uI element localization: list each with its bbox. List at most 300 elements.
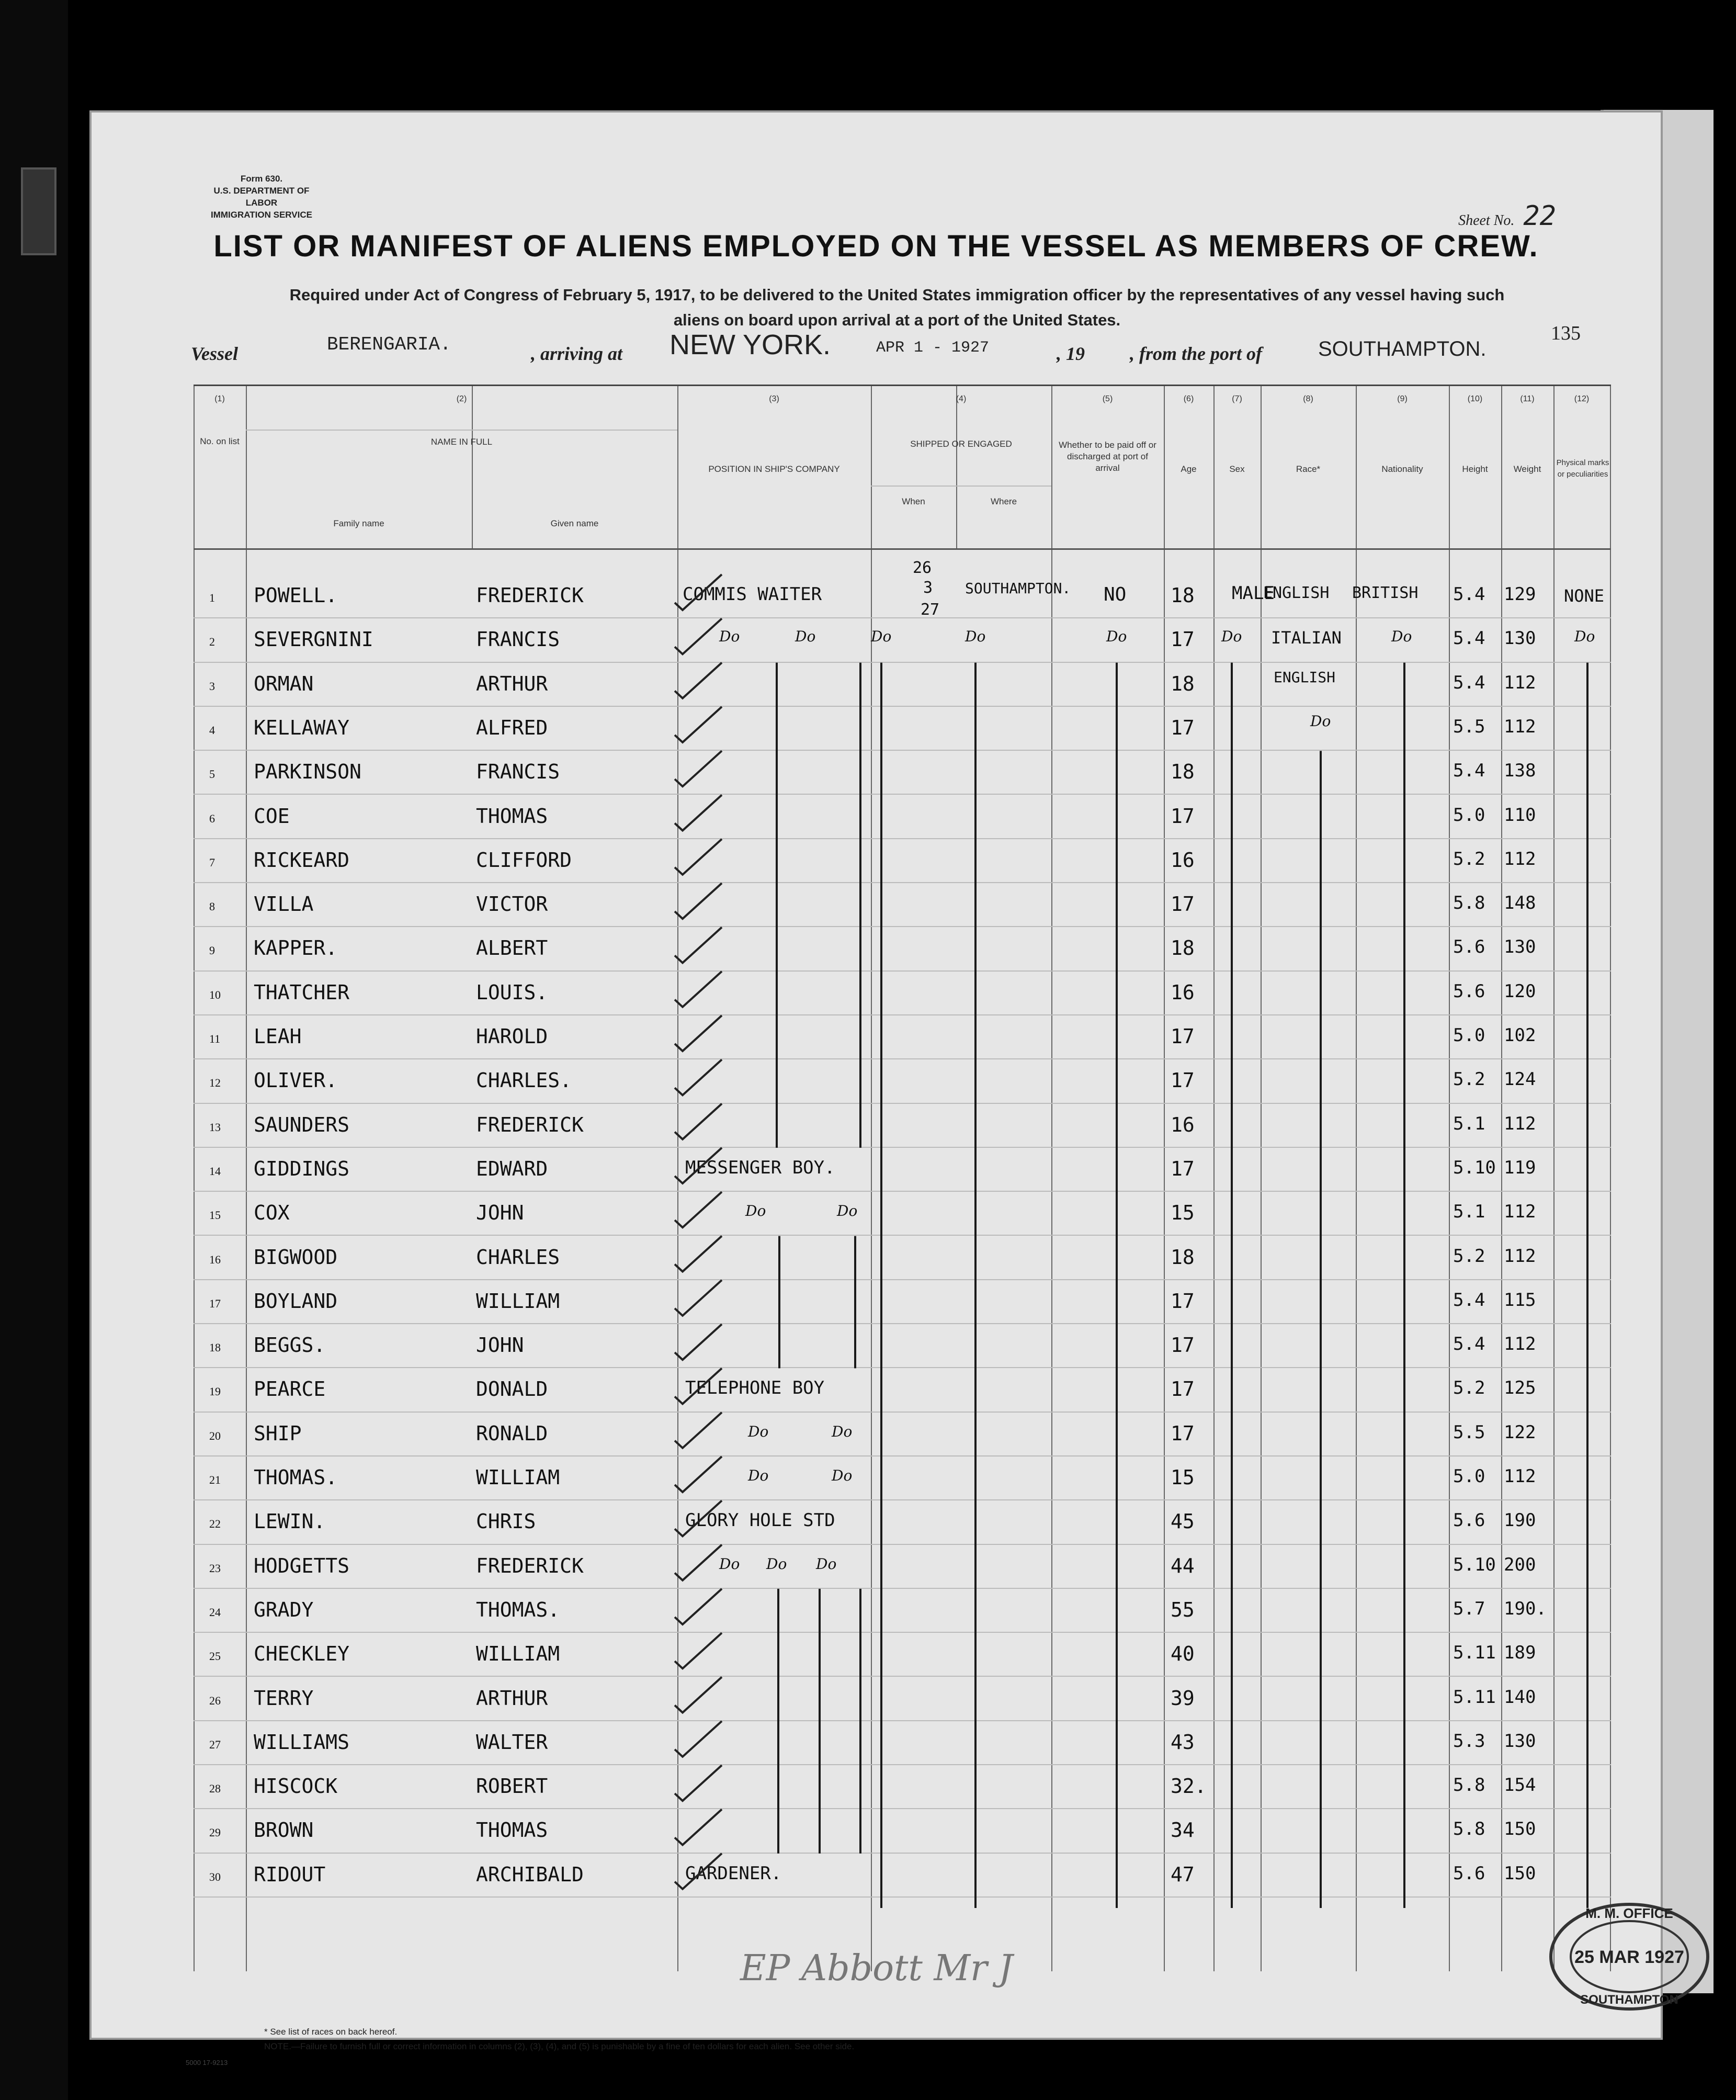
age: 17 bbox=[1171, 1421, 1195, 1445]
col-3-header: POSITION IN SHIP'S COMPANY bbox=[708, 464, 840, 474]
position: GLORY HOLE STD bbox=[685, 1510, 835, 1531]
family-name: PARKINSON bbox=[254, 760, 361, 784]
family-name: WILLIAMS bbox=[254, 1730, 350, 1754]
height: 5.1 bbox=[1453, 1113, 1485, 1134]
row-number: 29 bbox=[209, 1826, 221, 1839]
family-name: BEGGS. bbox=[254, 1334, 326, 1357]
age: 55 bbox=[1171, 1598, 1195, 1621]
age: 18 bbox=[1171, 1245, 1195, 1269]
age: 43 bbox=[1171, 1730, 1195, 1754]
row-number: 19 bbox=[209, 1385, 221, 1398]
row-number: 18 bbox=[209, 1341, 221, 1354]
family-name: TERRY bbox=[254, 1686, 314, 1710]
film-mark bbox=[21, 167, 56, 255]
check-mark bbox=[675, 1809, 722, 1845]
nationality: BRITISH bbox=[1352, 584, 1419, 602]
height: 5.4 bbox=[1453, 628, 1485, 649]
height: 5.6 bbox=[1453, 1510, 1485, 1531]
shipped-month: 3 bbox=[923, 579, 933, 597]
from-label: , from the port of bbox=[1130, 343, 1263, 364]
paid-off: NO bbox=[1104, 584, 1127, 605]
row-number: 11 bbox=[209, 1032, 221, 1045]
weight: 112 bbox=[1504, 1113, 1536, 1134]
height: 5.8 bbox=[1453, 1775, 1485, 1796]
given-name: FRANCIS bbox=[476, 760, 560, 784]
ditto-mark: Do bbox=[1106, 628, 1127, 645]
footnote-races: * See list of races on back hereof. bbox=[264, 2027, 398, 2037]
col-4a-header: When bbox=[902, 496, 925, 506]
given-name: VICTOR bbox=[476, 893, 548, 916]
height: 5.0 bbox=[1453, 1466, 1485, 1487]
sheet-label: Sheet No. bbox=[1458, 212, 1515, 229]
family-name: KELLAWAY bbox=[254, 716, 350, 739]
check-mark bbox=[675, 795, 722, 831]
row-number: 3 bbox=[209, 679, 215, 693]
col-5-number: (5) bbox=[1102, 394, 1113, 403]
check-mark bbox=[675, 1854, 722, 1889]
row-number: 1 bbox=[209, 591, 215, 604]
check-mark bbox=[675, 839, 722, 875]
col-8-number: (8) bbox=[1303, 394, 1313, 403]
check-mark bbox=[675, 1104, 722, 1139]
family-name: LEAH bbox=[254, 1025, 302, 1048]
height: 5.5 bbox=[1453, 1421, 1485, 1443]
handwritten-marks bbox=[194, 386, 1611, 1971]
age: 44 bbox=[1171, 1554, 1195, 1577]
check-mark bbox=[675, 751, 722, 786]
check-mark bbox=[675, 1368, 722, 1404]
height: 5.4 bbox=[1453, 672, 1485, 693]
age: 17 bbox=[1171, 1069, 1195, 1092]
height: 5.2 bbox=[1453, 1245, 1485, 1267]
col-1-header: No. on list bbox=[200, 436, 240, 446]
family-name: RICKEARD bbox=[254, 848, 350, 872]
height: 5.6 bbox=[1453, 980, 1485, 1002]
page-title: LIST OR MANIFEST OF ALIENS EMPLOYED ON THE VESSEL AS MEMBERS OF CREW. bbox=[213, 229, 1539, 263]
height: 5.4 bbox=[1453, 1334, 1485, 1355]
weight: 112 bbox=[1504, 1466, 1536, 1487]
given-name: ALBERT bbox=[476, 936, 548, 960]
shipped-day: 26 bbox=[913, 559, 932, 577]
age: 45 bbox=[1171, 1510, 1195, 1533]
weight: 112 bbox=[1504, 716, 1536, 737]
row-number: 20 bbox=[209, 1429, 221, 1442]
family-name: GIDDINGS bbox=[254, 1157, 350, 1180]
row-number: 2 bbox=[209, 635, 215, 649]
height: 5.2 bbox=[1453, 848, 1485, 870]
row-number: 27 bbox=[209, 1737, 221, 1751]
row-number: 12 bbox=[209, 1076, 221, 1090]
sheet-number bbox=[1458, 200, 1556, 232]
col-5-header: Whether to be paid off or discharged at port of arrival bbox=[1059, 440, 1156, 473]
check-mark bbox=[675, 972, 722, 1007]
row-number: 21 bbox=[209, 1473, 221, 1486]
family-name: OLIVER. bbox=[254, 1069, 338, 1092]
weight: 124 bbox=[1504, 1069, 1536, 1090]
ditto-mark: Do bbox=[965, 628, 986, 645]
stamp-bottom-text: SOUTHAMPTON bbox=[1580, 1993, 1678, 2007]
col-10-number: (10) bbox=[1467, 394, 1483, 403]
given-name: FRANCIS bbox=[476, 628, 560, 651]
height: 5.10 bbox=[1453, 1554, 1496, 1575]
given-name: DONALD bbox=[476, 1378, 548, 1401]
ditto-mark: Do bbox=[832, 1422, 853, 1440]
weight: 150 bbox=[1504, 1862, 1536, 1884]
age: 40 bbox=[1171, 1642, 1195, 1666]
family-name: VILLA bbox=[254, 893, 314, 916]
check-mark bbox=[675, 1280, 722, 1316]
col-2a-header: Family name bbox=[333, 518, 384, 528]
weight: 122 bbox=[1504, 1421, 1536, 1443]
check-mark bbox=[675, 1721, 722, 1757]
family-name: COE bbox=[254, 804, 290, 828]
height: 5.10 bbox=[1453, 1157, 1496, 1178]
weight: 112 bbox=[1504, 672, 1536, 693]
age: 17 bbox=[1171, 1025, 1195, 1048]
row-number: 8 bbox=[209, 900, 215, 913]
weight: 190. bbox=[1504, 1598, 1547, 1619]
family-name: GRADY bbox=[254, 1598, 314, 1621]
family-name: SHIP bbox=[254, 1421, 302, 1445]
row-number: 30 bbox=[209, 1870, 221, 1883]
given-name: CLIFFORD bbox=[476, 848, 572, 872]
check-mark bbox=[675, 707, 722, 742]
footnotes bbox=[264, 2025, 854, 2054]
row-number: 24 bbox=[209, 1605, 221, 1619]
check-mark bbox=[675, 927, 722, 963]
height: 5.11 bbox=[1453, 1642, 1496, 1664]
given-name: WILLIAM bbox=[476, 1289, 560, 1313]
check-mark bbox=[675, 1015, 722, 1051]
row-number: 16 bbox=[209, 1252, 221, 1266]
check-mark bbox=[675, 1457, 722, 1492]
given-name: HAROLD bbox=[476, 1025, 548, 1048]
position: TELEPHONE BOY bbox=[685, 1378, 825, 1399]
age: 17 bbox=[1171, 1334, 1195, 1357]
given-name: THOMAS. bbox=[476, 1598, 560, 1621]
shipped-year: 27 bbox=[921, 601, 940, 619]
weight: 112 bbox=[1504, 848, 1536, 870]
height: 5.4 bbox=[1453, 760, 1485, 782]
check-mark bbox=[675, 1633, 722, 1668]
family-name: BIGWOOD bbox=[254, 1245, 338, 1269]
weight: 119 bbox=[1504, 1157, 1536, 1178]
col-4-number: (4) bbox=[956, 394, 967, 403]
age: 17 bbox=[1171, 1157, 1195, 1180]
given-name: FREDERICK bbox=[476, 1113, 584, 1136]
age: 39 bbox=[1171, 1686, 1195, 1710]
col-3-number: (3) bbox=[769, 394, 779, 403]
age: 16 bbox=[1171, 1113, 1195, 1136]
ditto-mark: Do bbox=[1310, 713, 1331, 730]
ditto-mark: Do bbox=[837, 1202, 858, 1220]
family-name: RIDOUT bbox=[254, 1862, 326, 1886]
row-number: 4 bbox=[209, 723, 215, 737]
height: 5.0 bbox=[1453, 804, 1485, 826]
col-11-number: (11) bbox=[1520, 394, 1535, 403]
age: 47 bbox=[1171, 1862, 1195, 1886]
weight: 130 bbox=[1504, 936, 1536, 958]
family-name: BROWN bbox=[254, 1819, 314, 1842]
given-name: EDWARD bbox=[476, 1157, 548, 1180]
office-stamp bbox=[1546, 1899, 1713, 2014]
manifest-number: 135 bbox=[1551, 322, 1581, 344]
height: 5.1 bbox=[1453, 1201, 1485, 1223]
col-9-header: Nationality bbox=[1381, 464, 1423, 474]
row-number: 7 bbox=[209, 855, 215, 869]
sheet-value: 22 bbox=[1523, 200, 1556, 232]
weight: 130 bbox=[1504, 1730, 1536, 1752]
weight: 150 bbox=[1504, 1819, 1536, 1840]
vessel-name: BERENGARIA. bbox=[327, 334, 451, 355]
from-port: SOUTHAMPTON. bbox=[1318, 337, 1487, 360]
family-name: PEARCE bbox=[254, 1378, 326, 1401]
manifest-sheet bbox=[92, 112, 1684, 2067]
age: 16 bbox=[1171, 848, 1195, 872]
ditto-mark: Do bbox=[748, 1467, 769, 1484]
ditto-mark: Do bbox=[871, 628, 892, 645]
col-11-header: Weight bbox=[1513, 464, 1541, 474]
weight: 129 bbox=[1504, 584, 1536, 605]
given-name: FREDERICK bbox=[476, 1554, 584, 1577]
col-7-header: Sex bbox=[1229, 464, 1245, 474]
vessel-label: Vessel bbox=[191, 343, 238, 364]
given-name: THOMAS bbox=[476, 804, 548, 828]
weight: 112 bbox=[1504, 1334, 1536, 1355]
col-4b-header: Where bbox=[990, 496, 1017, 506]
ditto-mark: Do bbox=[816, 1555, 837, 1573]
given-name: ARTHUR bbox=[476, 672, 548, 695]
age: 18 bbox=[1171, 760, 1195, 784]
check-mark bbox=[675, 1677, 722, 1713]
film-edge bbox=[0, 0, 68, 2100]
given-name: WALTER bbox=[476, 1730, 548, 1754]
height: 5.7 bbox=[1453, 1598, 1485, 1619]
ditto-mark: Do bbox=[1391, 628, 1412, 645]
ditto-mark: Do bbox=[719, 628, 740, 645]
col-4-header: SHIPPED OR ENGAGED bbox=[910, 439, 1012, 449]
race: ENGLISH bbox=[1274, 669, 1336, 686]
given-name: CHARLES bbox=[476, 1245, 560, 1269]
col-2-header: NAME IN FULL bbox=[430, 437, 493, 447]
given-name: RONALD bbox=[476, 1421, 548, 1445]
age: 15 bbox=[1171, 1201, 1195, 1225]
col-9-number: (9) bbox=[1397, 394, 1408, 403]
weight: 138 bbox=[1504, 760, 1536, 782]
family-name: HISCOCK bbox=[254, 1775, 338, 1798]
family-name: HODGETTS bbox=[254, 1554, 350, 1577]
col-2-number: (2) bbox=[456, 394, 467, 403]
ditto-mark: Do bbox=[745, 1202, 766, 1220]
check-mark bbox=[675, 1545, 722, 1580]
weight: 200 bbox=[1504, 1554, 1536, 1575]
col-8-header: Race* bbox=[1296, 464, 1321, 474]
age: 17 bbox=[1171, 716, 1195, 739]
height: 5.4 bbox=[1453, 584, 1485, 605]
col-6-header: Age bbox=[1181, 464, 1197, 474]
check-mark bbox=[675, 1765, 722, 1801]
given-name: ARTHUR bbox=[476, 1686, 548, 1710]
weight: 189 bbox=[1504, 1642, 1536, 1664]
height: 5.4 bbox=[1453, 1289, 1485, 1311]
col-12-header: Physical marks or peculiarities bbox=[1556, 458, 1609, 479]
age: 17 bbox=[1171, 893, 1195, 916]
family-name: BOYLAND bbox=[254, 1289, 338, 1313]
department: U.S. DEPARTMENT OF LABOR bbox=[213, 186, 310, 208]
col-6-number: (6) bbox=[1183, 394, 1194, 403]
family-name: THOMAS. bbox=[254, 1466, 338, 1489]
ditto-mark: Do bbox=[832, 1467, 853, 1484]
weight: 115 bbox=[1504, 1289, 1536, 1311]
row-number: 23 bbox=[209, 1561, 221, 1575]
weight: 112 bbox=[1504, 1245, 1536, 1267]
height: 5.11 bbox=[1453, 1686, 1496, 1708]
arrival-date: APR 1 - 1927 bbox=[876, 339, 990, 357]
family-name: LEWIN. bbox=[254, 1510, 326, 1533]
age: 34 bbox=[1171, 1819, 1195, 1842]
given-name: CHARLES. bbox=[476, 1069, 572, 1092]
weight: 110 bbox=[1504, 804, 1536, 826]
height: 5.6 bbox=[1453, 1862, 1485, 1884]
age: 32. bbox=[1171, 1775, 1207, 1798]
check-mark bbox=[675, 618, 722, 654]
family-name: POWELL. bbox=[254, 584, 338, 607]
footnote-penalty: NOTE.—Failure to furnish full or correct information in columns (2), (3), (4), and (5) is punishable by a fine of ten dollars for each alien. See other side. bbox=[264, 2041, 855, 2051]
given-name: LOUIS. bbox=[476, 980, 548, 1004]
service: IMMIGRATION SERVICE bbox=[211, 210, 312, 220]
weight: 140 bbox=[1504, 1686, 1536, 1708]
age: 17 bbox=[1171, 1289, 1195, 1313]
ditto-mark: Do bbox=[748, 1422, 769, 1440]
physical-marks: NONE bbox=[1564, 586, 1605, 606]
age: 17 bbox=[1171, 628, 1195, 651]
row-number: 26 bbox=[209, 1693, 221, 1707]
check-mark bbox=[675, 883, 722, 919]
row-number: 10 bbox=[209, 988, 221, 1001]
given-name: ROBERT bbox=[476, 1775, 548, 1798]
row-number: 6 bbox=[209, 811, 215, 825]
row-number: 22 bbox=[209, 1517, 221, 1531]
family-name: SAUNDERS bbox=[254, 1113, 350, 1136]
col-10-header: Height bbox=[1462, 464, 1488, 474]
family-name: SEVERGNINI bbox=[254, 628, 373, 651]
age: 18 bbox=[1171, 584, 1195, 607]
race: ITALIAN bbox=[1271, 628, 1342, 648]
weight: 190 bbox=[1504, 1510, 1536, 1531]
age: 18 bbox=[1171, 672, 1195, 695]
check-mark bbox=[675, 1500, 722, 1536]
family-name: ORMAN bbox=[254, 672, 314, 695]
given-name: JOHN bbox=[476, 1334, 524, 1357]
check-mark bbox=[675, 1059, 722, 1095]
col-2b-header: Given name bbox=[550, 518, 599, 528]
weight: 120 bbox=[1504, 980, 1536, 1002]
row-number: 15 bbox=[209, 1209, 221, 1222]
subtitle-line-2: aliens on board upon arrival at a port of the United States. bbox=[673, 311, 1121, 329]
row-number: 28 bbox=[209, 1782, 221, 1796]
given-name: ALFRED bbox=[476, 716, 548, 739]
position: MESSENGER BOY. bbox=[685, 1157, 835, 1178]
position: COMMIS WAITER bbox=[683, 584, 822, 605]
height: 5.2 bbox=[1453, 1069, 1485, 1090]
print-code: 5000 17-9213 bbox=[186, 2059, 228, 2067]
race: ENGLISH bbox=[1263, 584, 1330, 602]
row-number: 5 bbox=[209, 767, 215, 781]
row-number: 17 bbox=[209, 1296, 221, 1310]
col-1-number: (1) bbox=[214, 394, 225, 403]
family-name: THATCHER bbox=[254, 980, 350, 1004]
col-12-number: (12) bbox=[1574, 394, 1590, 403]
check-mark bbox=[675, 1589, 722, 1624]
form-number: Form 630. bbox=[240, 174, 283, 184]
stamp-date: 25 MAR 1927 bbox=[1574, 1947, 1684, 1967]
check-mark bbox=[675, 574, 722, 610]
family-name: KAPPER. bbox=[254, 936, 338, 960]
height: 5.2 bbox=[1453, 1378, 1485, 1399]
given-name: FREDERICK bbox=[476, 584, 584, 607]
subtitle-line-1: Required under Act of Congress of February 5, 1917, to be delivered to the United States immigration officer by the representatives of any vessel having such bbox=[289, 286, 1505, 304]
weight: 125 bbox=[1504, 1378, 1536, 1399]
col-7-number: (7) bbox=[1232, 394, 1242, 403]
given-name: WILLIAM bbox=[476, 1466, 560, 1489]
row-number: 9 bbox=[209, 944, 215, 957]
ditto-mark: Do bbox=[766, 1555, 787, 1573]
age: 18 bbox=[1171, 936, 1195, 960]
row-number: 13 bbox=[209, 1120, 221, 1134]
row-number: 14 bbox=[209, 1164, 221, 1178]
age: 17 bbox=[1171, 1378, 1195, 1401]
officer-signature: EP Abbott Mr J bbox=[740, 1948, 1013, 1989]
family-name: CHECKLEY bbox=[254, 1642, 350, 1666]
check-mark bbox=[675, 1324, 722, 1360]
check-mark bbox=[675, 1413, 722, 1448]
height: 5.5 bbox=[1453, 716, 1485, 737]
height: 5.8 bbox=[1453, 893, 1485, 914]
height: 5.6 bbox=[1453, 936, 1485, 958]
ditto-mark: Do bbox=[1574, 628, 1595, 645]
check-mark bbox=[675, 1192, 722, 1227]
check-mark bbox=[675, 1236, 722, 1272]
weight: 130 bbox=[1504, 628, 1536, 649]
height: 5.8 bbox=[1453, 1819, 1485, 1840]
weight: 102 bbox=[1504, 1025, 1536, 1046]
stamp-top-text: M. M. OFFICE bbox=[1585, 1905, 1673, 1921]
weight: 148 bbox=[1504, 893, 1536, 914]
shipped-where: SOUTHAMPTON. bbox=[965, 580, 1071, 597]
age: 16 bbox=[1171, 980, 1195, 1004]
sex: MALE bbox=[1232, 583, 1275, 604]
form-identifier bbox=[207, 173, 316, 221]
given-name: THOMAS bbox=[476, 1819, 548, 1842]
age: 15 bbox=[1171, 1466, 1195, 1489]
weight: 154 bbox=[1504, 1775, 1536, 1796]
manifest-table bbox=[194, 385, 1611, 1971]
row-number: 25 bbox=[209, 1650, 221, 1663]
year-label: , 19 bbox=[1057, 343, 1085, 364]
given-name: JOHN bbox=[476, 1201, 524, 1225]
family-name: COX bbox=[254, 1201, 290, 1225]
given-name: CHRIS bbox=[476, 1510, 536, 1533]
position: GARDENER. bbox=[685, 1862, 782, 1884]
ditto-mark: Do bbox=[1221, 628, 1242, 645]
ditto-mark: Do bbox=[719, 1555, 740, 1573]
given-name: WILLIAM bbox=[476, 1642, 560, 1666]
height: 5.3 bbox=[1453, 1730, 1485, 1752]
voyage-line bbox=[92, 319, 1661, 366]
height: 5.0 bbox=[1453, 1025, 1485, 1046]
given-name: ARCHIBALD bbox=[476, 1862, 584, 1886]
arrival-port: NEW YORK. bbox=[670, 329, 831, 360]
